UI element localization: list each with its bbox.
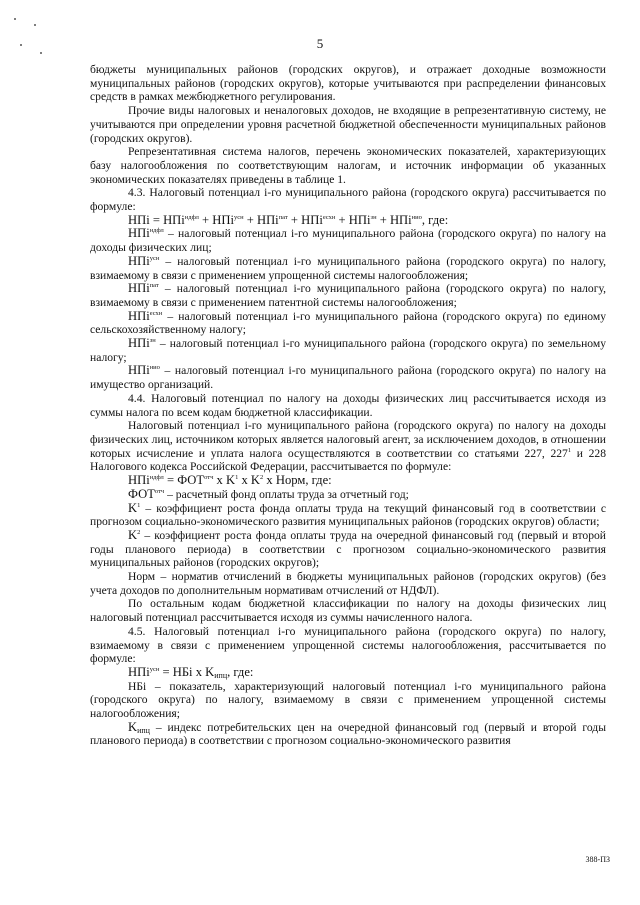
definition: $K_{ипц}$ – индекс потребительских цен на очередной финансовый год (первый и второй годы планового периода) в соответствии с прогнозом социально-экономического развития: [90, 719, 606, 748]
formula-total-potential: НПi = НПi$^{ндфл}$ + НПi$^{усн}$ + НПi$^{пат}$ + НПi$^{есхн}$ + НПi$^{зн}$ + НПi$^{нио}$, где:: [128, 212, 449, 227]
page-number: 5: [316, 36, 324, 51]
definition: $ФОТ^{отч}$ – расчетный фонд оплаты труда за отчетный год;: [128, 486, 409, 501]
definition: Норм – норматив отчислений в бюджеты муниципальных районов (городских округов) (без учета доходов по дополнительным нормативам отчислений от НДФЛ).: [90, 570, 606, 597]
definition: НПi$^{есхн}$ – налоговый потенциал i-го муниципального района (городского округа) по единому сельскохозяйственному налогу;: [90, 308, 606, 337]
formula-usn: НПi$^{усн}$ = НБi x $K_{ипц}$, где:: [128, 664, 254, 680]
definition: $K^2$ – коэффициент роста фонда оплаты труда на очередной финансовый год (первый и второй годы планового периода) в соответствии с прогнозом социально-экономического развития муниципальных районов (городских округов);: [90, 527, 606, 570]
paragraph: Налоговый потенциал i-го муниципального района (городского округа) по налогу на доходы физических лиц, источником которых является налоговый агент, за исключением доходов, в отношении которых исчисление и уплата налога осуществляются в соответствии со статьями 227, $227^1$ и 228 Налогового кодекса Российской Федерации, рассчитывается по формуле:: [90, 419, 606, 474]
paragraph: бюджеты муниципальных районов (городских округов), и отражает доходные возможности муниципальных районов (городских округов), которые учитываются при распределении финансовых средств в рамках межбюджетного регулирования.: [90, 63, 606, 104]
formula-ndfl: $НПi^{ндфл} = ФОТ^{отч}$ x $K^1$ x $K^2$ x Норм, где:: [128, 473, 332, 488]
section-4-3: 4.3. Налоговый потенциал i-го муниципального района (городского округа) рассчитывается по формуле:: [90, 186, 606, 214]
paragraph: Прочие виды налоговых и неналоговых доходов, не входящие в репрезентативную систему, не учитываются при определении уровня расчетной бюджетной обеспеченности муниципальных районов (городских округов).: [90, 104, 606, 145]
body-text: [90, 63, 606, 748]
definition: НПi$^{пат}$ – налоговый потенциал i-го муниципального района (городского округа) по налогу, взимаемому в связи с применением патентной системы налогообложения;: [90, 281, 606, 309]
section-4-5: 4.5. Налоговый потенциал i-го муниципального района (городского округа) по налогу, взимаемому в связи с применением упрощенной системы налогообложения, рассчитывается по формуле:: [90, 624, 606, 666]
document-code: 388-ПЗ: [585, 855, 610, 864]
definition: НПi$^{ндфл}$ – налоговый потенциал i-го муниципального района (городского округа) по налогу на доходы физических лиц;: [90, 226, 606, 255]
definition: НПi$^{нио}$ – налоговый потенциал i-го муниципального района (городского округа) по налогу на имущество организаций.: [90, 363, 606, 392]
section-4-4: 4.4. Налоговый потенциал по налогу на доходы физических лиц рассчитывается исходя из суммы налога по всем кодам бюджетной классификации.: [90, 391, 606, 419]
definition: $K^1$ – коэффициент роста фонда оплаты труда на текущий финансовый год в соответствии с прогнозом социально-экономического развития муниципальных районов (городских округов) области;: [90, 500, 606, 529]
paragraph: Репрезентативная система налогов, перечень экономических показателей, характеризующих базу налогообложения по соответствующим налогам, и источник информации об указанных экономических показателях приведены в таблице 1.: [90, 145, 606, 186]
definition: НПi$^{зн}$ – налоговый потенциал i-го муниципального района (городского округа) по земельному налогу;: [90, 336, 606, 364]
paragraph: По остальным кодам бюджетной классификации по налогу на доходы физических лиц налоговый потенциал рассчитывается исходя из суммы начисленного налога.: [90, 597, 606, 625]
definition: НПi$^{усн}$ – налоговый потенциал i-го муниципального района (городского округа) по налогу, взимаемому в связи с применением упрощенной системы налогообложения;: [90, 253, 606, 282]
definition: НБi – показатель, характеризующий налоговый потенциал i-го муниципального района (городского округа) по налогу, взимаемому в связи с применением упрощенной системы налогообложения;: [90, 679, 606, 721]
